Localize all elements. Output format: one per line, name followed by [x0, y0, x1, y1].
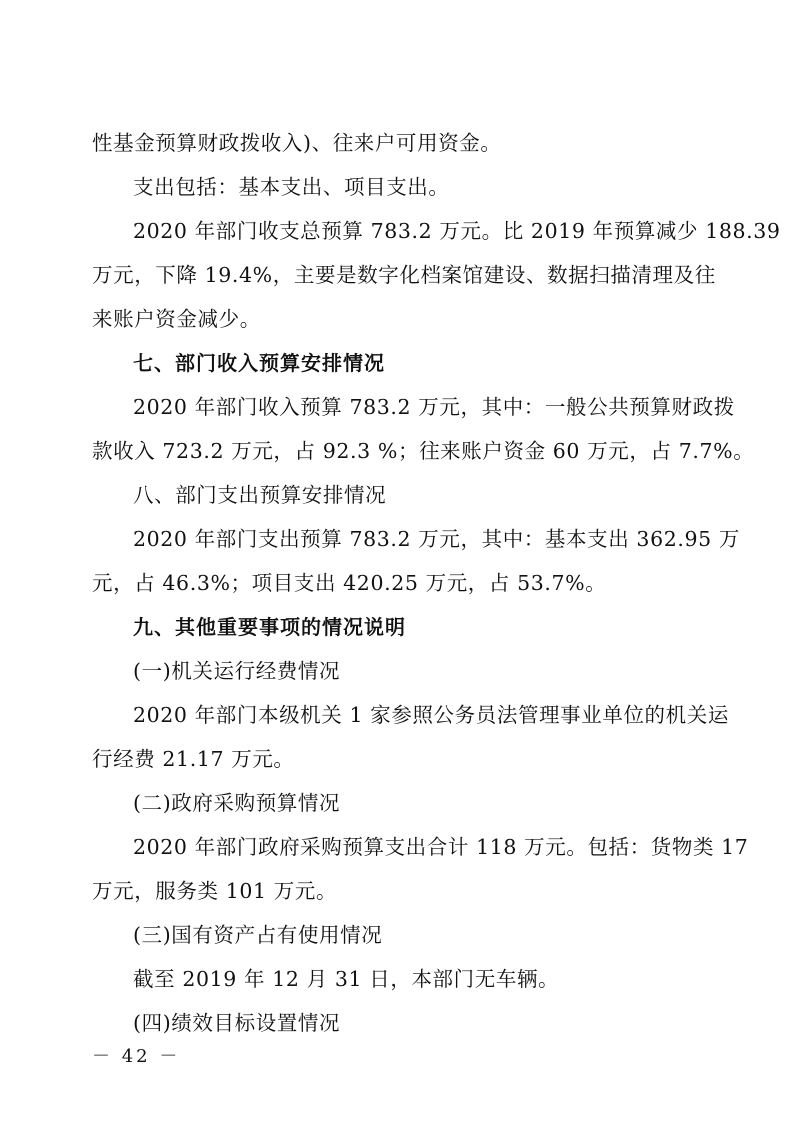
paragraph-line: 2020 年部门支出预算 783.2 万元，其中：基本支出 362.95 万: [133, 527, 740, 551]
page-number: － 42 －: [92, 1046, 181, 1067]
subsection-heading: (四)绩效目标设置情况: [133, 1011, 341, 1035]
section-heading-7: 七、部门收入预算安排情况: [133, 351, 385, 375]
subsection-heading: (三)国有资产占有使用情况: [133, 923, 383, 947]
paragraph-line: 2020 年部门政府采购预算支出合计 118 万元。包括：货物类 17: [133, 835, 749, 859]
paragraph-line: 2020 年部门本级机关 1 家参照公务员法管理事业单位的机关运: [133, 703, 729, 727]
paragraph-line: 截至 2019 年 12 月 31 日，本部门无车辆。: [133, 967, 560, 991]
paragraph-line: 性基金预算财政拨收入)、往来户可用资金。: [92, 131, 502, 155]
paragraph-line: 来账户资金减少。: [92, 307, 261, 331]
paragraph-line: 款收入 723.2 万元，占 92.3 %；往来账户资金 60 万元，占 7.7%。: [92, 439, 755, 463]
paragraph-line: 2020 年部门收入预算 783.2 万元，其中：一般公共预算财政拨: [133, 395, 735, 419]
section-heading-9: 九、其他重要事项的情况说明: [133, 615, 406, 639]
paragraph-line: 万元，服务类 101 万元。: [92, 879, 338, 903]
subsection-heading: (二)政府采购预算情况: [133, 791, 341, 815]
paragraph-line: 2020 年部门收支总预算 783.2 万元。比 2019 年预算减少 188.39: [133, 219, 781, 243]
paragraph-line: 元，占 46.3%；项目支出 420.25 万元，占 53.7%。: [92, 571, 607, 595]
paragraph-line: 万元，下降 19.4%，主要是数字化档案馆建设、数据扫描清理及往: [92, 263, 716, 287]
section-heading-8: 八、部门支出预算安排情况: [133, 483, 387, 507]
paragraph-line: 行经费 21.17 万元。: [92, 747, 295, 771]
paragraph-line: 支出包括：基本支出、项目支出。: [133, 175, 450, 199]
subsection-heading: (一)机关运行经费情况: [133, 659, 341, 683]
